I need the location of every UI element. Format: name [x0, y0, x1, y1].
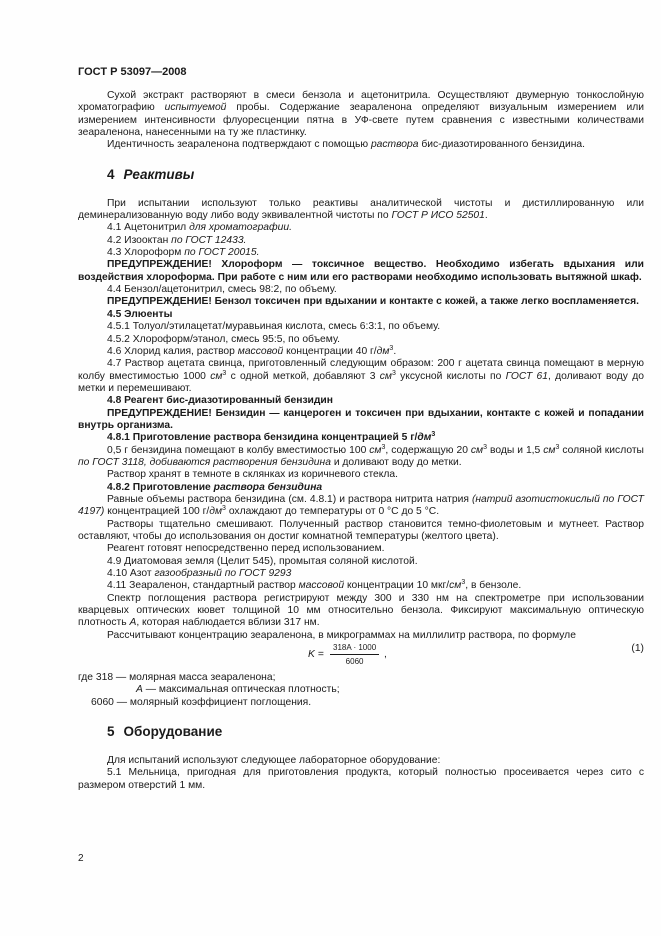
- page-body: [78, 90, 644, 792]
- item-4-6: 4.6 Хлорид калия, раствор массовой концентрации 40 $г/дм^3$.: [107, 344, 397, 357]
- page-number: 2: [78, 853, 84, 864]
- paragraph-mixing: Растворы тщательно смешивают. Полученный раствор становится темно-фиолетовым и мутнеет. Раствор оставляют, чтобы до использования он достиг комнатной температуры (желтого цвета).: [78, 518, 644, 542]
- formula-denominator: 6060: [345, 657, 364, 667]
- item-4-2: 4.2 Изооктан по ГОСТ 12433.: [107, 234, 247, 246]
- where-line-3: 6060 — молярный коэффициент поглощения.: [91, 696, 312, 708]
- paragraph-4-8-2: Равные объемы раствора бензидина (см. 4.8.1) и раствора нитрита натрия (натрий азотистокислый по ГОСТ 4197) концентрацией 100 $г/дм^3$ охлаждают до температуры от 0 °С до 5 °С.: [78, 493, 644, 518]
- paragraph-4-8-1: 0,5 г бензидина помещают в колбу вместимостью 100 $см^3$, содержащую 20 $см^3$ воды и 1,5 $см^3$ соляной кислоты по ГОСТ 3118, добиваются растворения бензидина и доливают воду до метки.: [78, 443, 644, 468]
- document-header: ГОСТ Р 53097—2008: [78, 66, 187, 78]
- item-4-9: 4.9 Диатомовая земля (Целит 545), промытая соляной кислотой.: [107, 555, 418, 567]
- item-4-5: 4.5 Элюенты: [107, 308, 173, 320]
- formula-fraction: [330, 643, 379, 667]
- warning-chloroform: ПРЕДУПРЕЖДЕНИЕ! Хлороформ — токсичное вещество. Необходимо избегать вдыхания или воздействия хлороформа. При работе с ним или его растворами необходимо использовать вытяжной шкаф.: [78, 259, 644, 283]
- item-4-8-1: 4.8.1 Приготовление раствора бензидина концентрацией 5 $г/дм^3$: [107, 431, 436, 444]
- item-4-7: 4.7 Раствор ацетата свинца, приготовленный следующим образом: 200 г ацетата свинца помещают в мерную колбу вместимостью 1000 $см^3$ с одной меткой, добавляют 3 $см^3$ уксусной кислоты по ГОСТ 61, доливают воду до метки и перемешивают.: [78, 358, 644, 394]
- section-5-heading: 5 Оборудование: [107, 724, 223, 740]
- formula-number: (1): [631, 643, 644, 655]
- item-5-1: 5.1 Мельница, пригодная для приготовления продукта, который полностью просеивается через сито с размером отверстий 1 мм.: [78, 767, 644, 791]
- warning-benzene: ПРЕДУПРЕЖДЕНИЕ! Бензол токсичен при вдыхании и контакте с кожей, а также легко воспламеняется.: [107, 296, 639, 308]
- paragraph-fresh: Реагент готовят непосредственно перед использованием.: [107, 543, 385, 555]
- item-4-3: 4.3 Хлороформ по ГОСТ 20015.: [107, 247, 260, 259]
- where-line-1: где 318 — молярная масса зеараленона;: [78, 672, 276, 684]
- section-5-intro: Для испытаний используют следующее лабораторное оборудование:: [107, 755, 441, 767]
- paragraph-spectrum: Спектр поглощения раствора регистрируют между 300 и 330 нм на спектрометре при использовании кварцевых оптических кювет толщиной 10 мм относительно бензола. Фиксируют максимальную оптическую плотность А, которая наблюдается вблизи 317 нм.: [78, 592, 644, 629]
- item-4-10: 4.10 Азот газообразный по ГОСТ 9293: [107, 568, 292, 580]
- item-4-8-2: 4.8.2 Приготовление раствора бензидина: [107, 481, 323, 493]
- formula-1: [78, 643, 644, 669]
- where-line-2: А — максимальная оптическая плотность;: [136, 684, 340, 696]
- section-4-intro: При испытании используют только реактивы аналитической чистоты и дистиллированную или деминерализованную воду либо воду эквивалентной чистоты по ГОСТ Р ИСО 52501.: [78, 197, 644, 222]
- intro-paragraph-1: Сухой экстракт растворяют в смеси бензола и ацетонитрила. Осуществляют двумерную тонкослойную хроматографию испытуемой пробы. Содержание зеараленона определяют визуальным измерением или измерением интенсивности флуоресценции пятна в УФ-свете путем сравнения с известными количествами зеараленона, нанесенными на ту же пластинку.: [78, 90, 644, 139]
- item-4-4: 4.4 Бензол/ацетонитрил, смесь 98:2, по объему.: [107, 284, 337, 296]
- section-4-heading: 4 Реактивы: [107, 166, 195, 182]
- formula-lhs: K =: [308, 649, 324, 661]
- item-4-11: 4.11 Зеараленон, стандартный раствор массовой концентрации 10 мкг/$см^3$, в бензоле.: [107, 579, 522, 592]
- item-4-8: 4.8 Реагент бис-диазотированный бензидин: [107, 395, 333, 407]
- intro-paragraph-2: Идентичность зеараленона подтверждают с помощью раствора бис-диазотированного бензидина.: [107, 139, 585, 151]
- formula-numerator: 318A · 1000: [330, 643, 379, 655]
- item-4-5-2: 4.5.2 Хлороформ/этанол, смесь 95:5, по объему.: [107, 333, 340, 345]
- item-4-1: 4.1 Ацетонитрил для хроматографии.: [107, 222, 292, 234]
- warning-benzidine: ПРЕДУПРЕЖДЕНИЕ! Бензидин — канцероген и токсичен при вдыхании, контакте с кожей и попадании внутрь организма.: [78, 407, 644, 431]
- paragraph-storage: Раствор хранят в темноте в склянках из коричневого стекла.: [107, 469, 399, 481]
- item-4-5-1: 4.5.1 Толуол/этилацетат/муравьиная кислота, смесь 6:3:1, по объему.: [107, 321, 441, 333]
- paragraph-calculation: Рассчитывают концентрацию зеараленона, в микрограммах на миллилитр раствора, по формуле: [107, 629, 576, 641]
- formula-comma: ,: [384, 649, 387, 661]
